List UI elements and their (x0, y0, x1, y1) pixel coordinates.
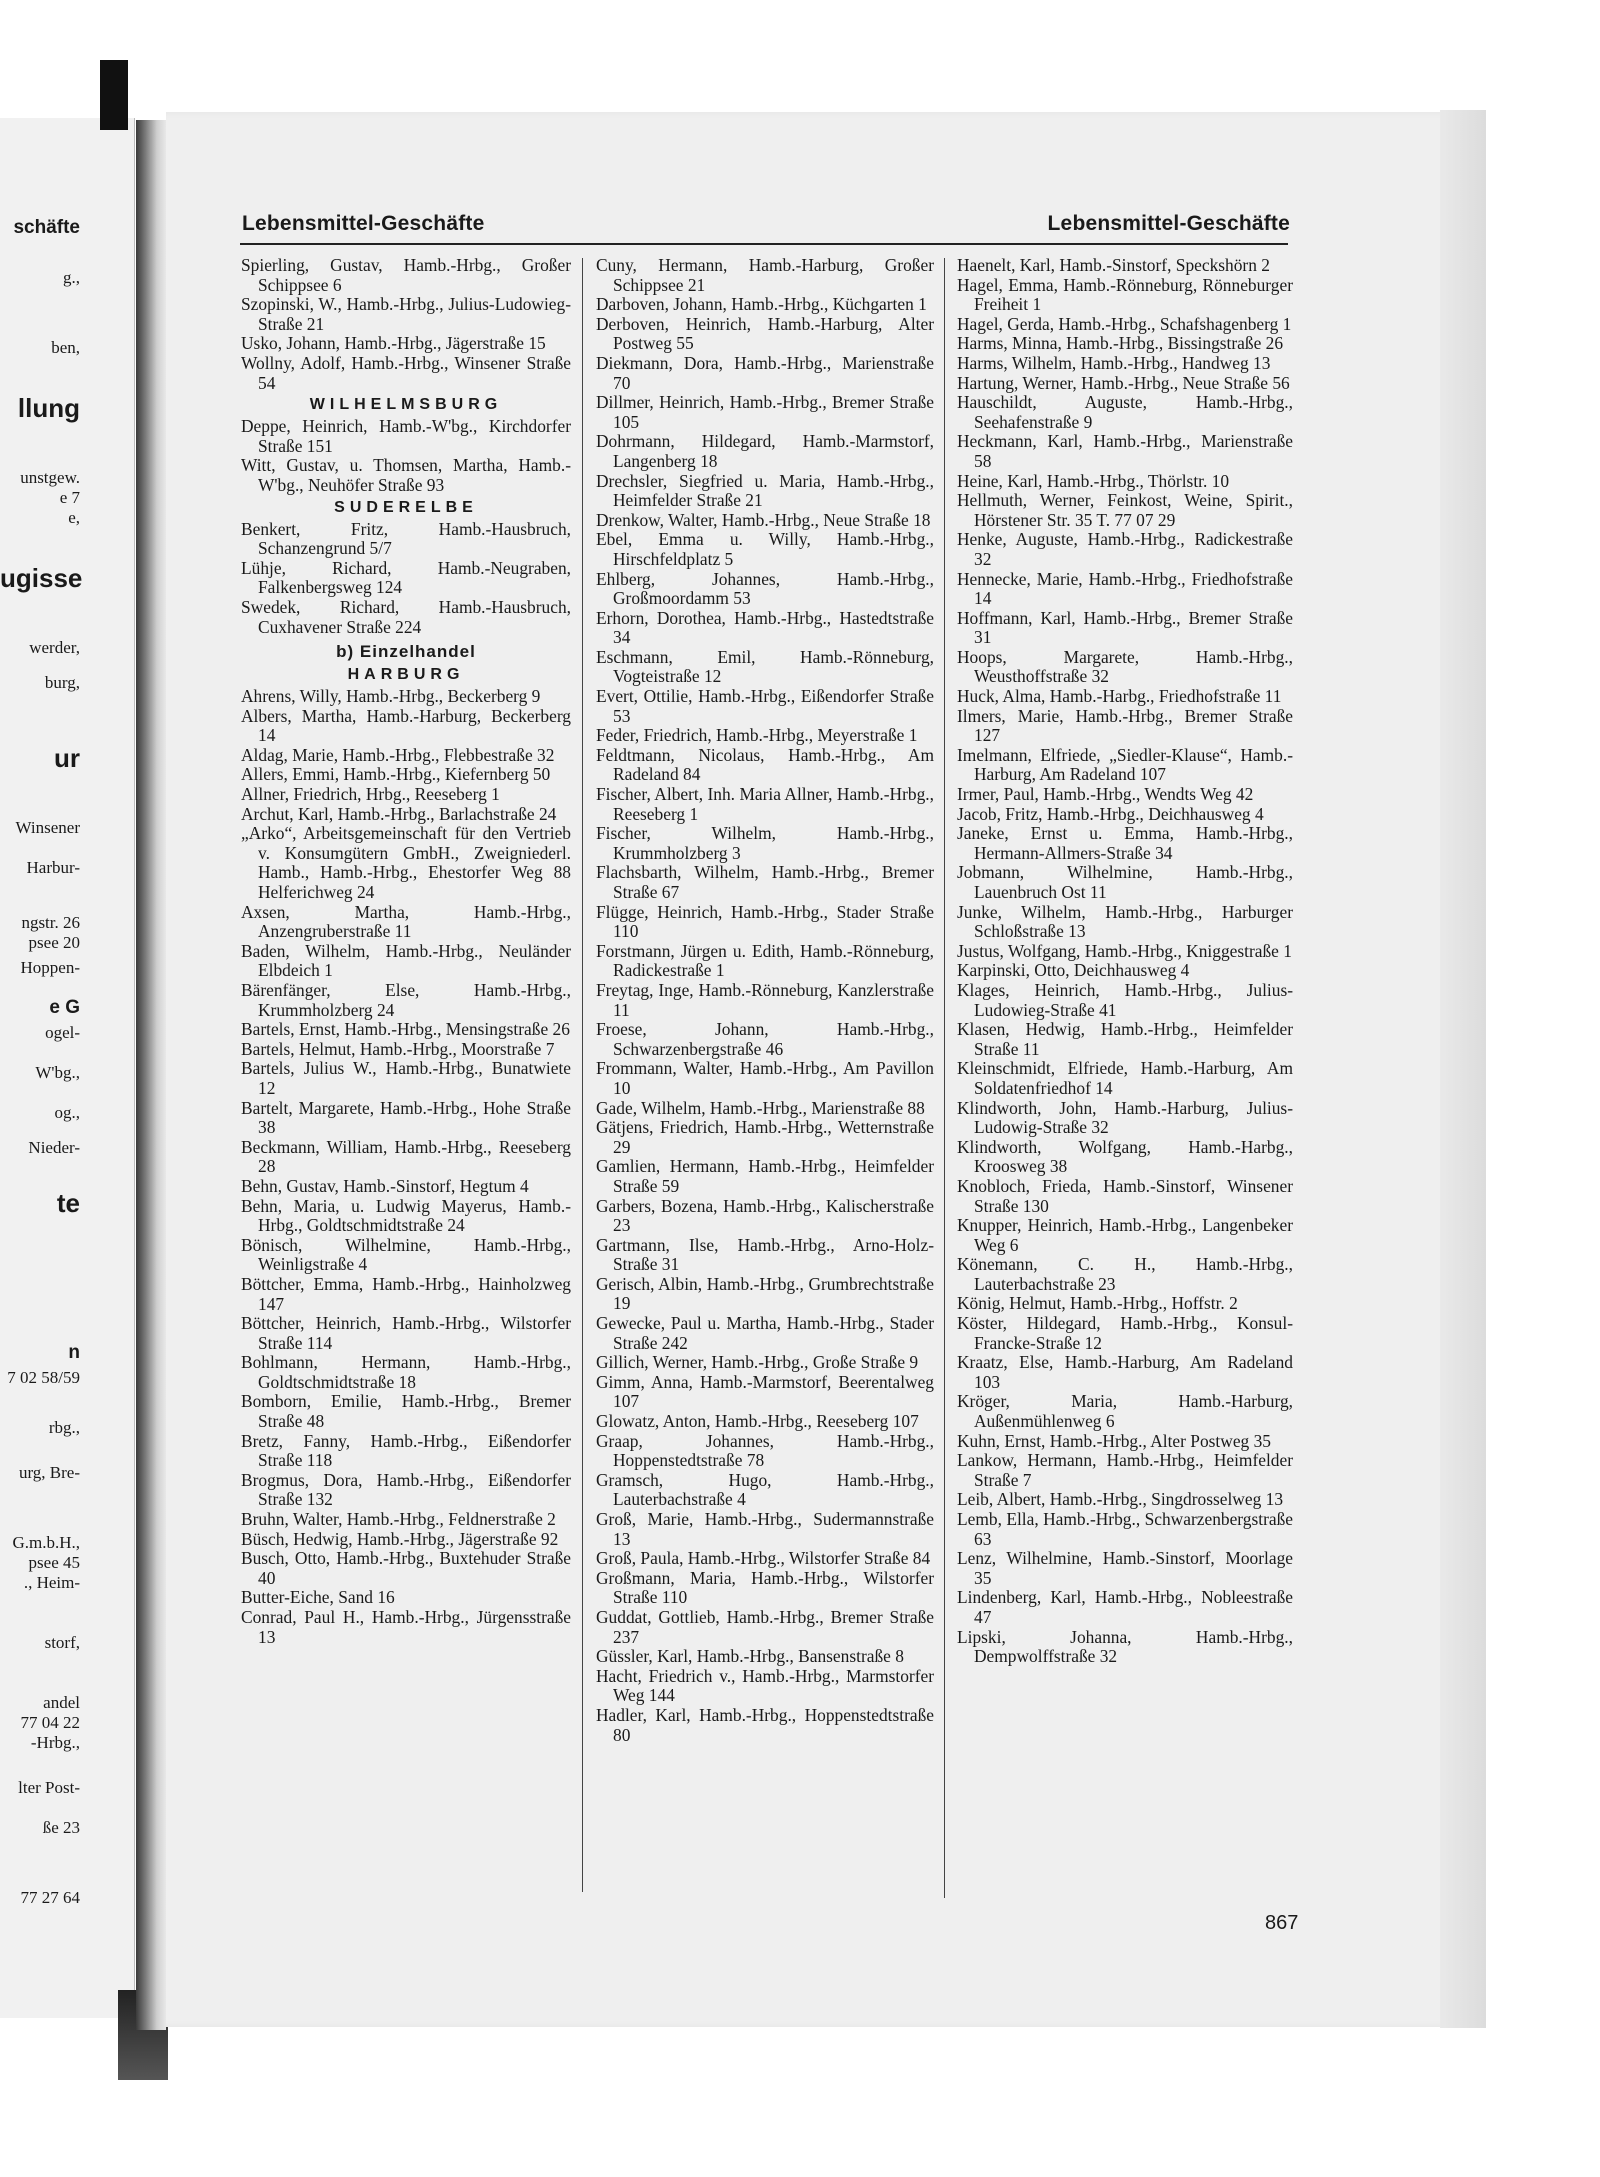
directory-entry: Jacob, Fritz, Hamb.-Hrbg., Deichhausweg 4 (957, 803, 1264, 824)
directory-entry: Gewecke, Paul u. Martha, Hamb.-Hrbg., Stader Straße 242 (596, 1313, 934, 1353)
directory-entry: Könemann, C. H., Hamb.-Hrbg., Lauterbachstraße 23 (957, 1254, 1293, 1294)
left-page-text: Hoppen- (20, 958, 80, 977)
left-page-text: ogel- (45, 1023, 80, 1042)
left-page-text: urg, Bre- (18, 1463, 80, 1482)
directory-entry: Knobloch, Frieda, Hamb.-Sinstorf, Winsener Straße 130 (957, 1175, 1293, 1216)
directory-entry: Behn, Gustav, Hamb.-Sinstorf, Hegtum 4 (241, 1175, 529, 1196)
directory-entry: Derboven, Heinrich, Hamb.-Harburg, Alter Postweg 55 (596, 313, 934, 354)
directory-entry: Hagel, Emma, Hamb.-Rönneburg, Rönneburger Freiheit 1 (957, 274, 1293, 315)
directory-entry: Bartels, Ernst, Hamb.-Hrbg., Mensingstraße 26 (241, 1019, 570, 1040)
directory-entry: Ehlberg, Johannes, Hamb.-Hrbg., Großmoordamm 53 (596, 568, 934, 609)
directory-entry: Leib, Albert, Hamb.-Hrbg., Singdrosselweg 13 (957, 1489, 1284, 1510)
left-page-text: 77 27 64 (20, 1888, 80, 1907)
directory-entry: Freytag, Inge, Hamb.-Rönneburg, Kanzlerstraße 11 (596, 979, 934, 1020)
column-divider (582, 258, 583, 1892)
left-page-text: werder, (29, 638, 80, 657)
directory-entry: Lipski, Johanna, Hamb.-Hrbg., Dempwolffstraße 32 (957, 1626, 1293, 1667)
left-page-text: 77 04 22 (20, 1713, 80, 1732)
left-page-text: te (56, 1188, 80, 1218)
left-page-text: ur (54, 743, 80, 773)
directory-entry: Fischer, Wilhelm, Hamb.-Hrbg., Krummholzberg 3 (596, 823, 934, 863)
directory-entry: Bartelt, Margarete, Hamb.-Hrbg., Hohe Straße 38 (241, 1097, 571, 1138)
directory-entry: Flügge, Heinrich, Hamb.-Hrbg., Stader Straße 110 (596, 901, 934, 942)
directory-entry: Janeke, Ernst u. Emma, Hamb.-Hrbg., Hermann-Allmers-Straße 34 (957, 823, 1293, 863)
directory-entry: Spierling, Gustav, Hamb.-Hrbg., Großer Schippsee 6 (241, 256, 571, 295)
directory-entry: König, Helmut, Hamb.-Hrbg., Hoffstr. 2 (957, 1293, 1238, 1314)
directory-entry: Köster, Hildegard, Hamb.-Hrbg., Konsul-Francke-Straße 12 (957, 1313, 1293, 1353)
directory-entry: Gätjens, Friedrich, Hamb.-Hrbg., Wetternstraße 29 (596, 1117, 934, 1157)
directory-entry: Büsch, Hedwig, Hamb.-Hrbg., Jägerstraße 92 (241, 1528, 559, 1549)
directory-entry: Diekmann, Dora, Hamb.-Hrbg., Marienstraße 70 (596, 352, 934, 393)
column-2 (596, 256, 934, 1906)
left-page-text: ben, (51, 338, 80, 357)
directory-entry: Ilmers, Marie, Hamb.-Hrbg., Bremer Straße 127 (957, 705, 1293, 746)
directory-entry: Bönisch, Wilhelmine, Hamb.-Hrbg., Weinligstraße 4 (241, 1234, 571, 1275)
directory-entry: Forstmann, Jürgen u. Edith, Hamb.-Rönneburg, Radickestraße 1 (596, 940, 934, 981)
directory-entry: Wollny, Adolf, Hamb.-Hrbg., Winsener Straße 54 (241, 352, 571, 393)
directory-entry: Hoops, Margarete, Hamb.-Hrbg., Weusthoffstraße 32 (957, 646, 1293, 687)
directory-entry: Karpinski, Otto, Deichhausweg 4 (957, 960, 1190, 981)
left-page-text: Winsener (15, 818, 80, 837)
directory-entry: Busch, Otto, Hamb.-Hrbg., Buxtehuder Straße 40 (241, 1548, 571, 1588)
directory-entry: Hennecke, Marie, Hamb.-Hrbg., Friedhofstraße 14 (957, 568, 1293, 609)
directory-entry: Klages, Heinrich, Hamb.-Hrbg., Julius-Ludowieg-Straße 41 (957, 979, 1293, 1020)
header-left: Lebensmittel-Geschäfte (242, 212, 485, 235)
directory-entry: Großmann, Maria, Hamb.-Hrbg., Wilstorfer Straße 110 (596, 1567, 934, 1608)
left-page-text: e, (68, 508, 80, 527)
district-heading: WILHELMSBURG (309, 396, 503, 414)
directory-entry: Brogmus, Dora, Hamb.-Hrbg., Eißendorfer Straße 132 (241, 1469, 571, 1510)
directory-entry: Bruhn, Walter, Hamb.-Hrbg., Feldnerstraße 2 (241, 1509, 556, 1530)
left-page-text: e 7 (59, 488, 80, 507)
directory-entry: Böttcher, Heinrich, Hamb.-Hrbg., Wilstorfer Straße 114 (241, 1313, 571, 1353)
directory-entry: Butter-Eiche, Sand 16 (241, 1587, 395, 1608)
left-page-text: g., (63, 268, 80, 287)
left-page-text: Harbur- (26, 858, 80, 877)
directory-entry: Böttcher, Emma, Hamb.-Hrbg., Hainholzweg 147 (241, 1273, 571, 1314)
directory-entry: Swedek, Richard, Hamb.-Hausbruch, Cuxhavener Straße 224 (241, 596, 571, 637)
district-heading: HARBURG (347, 666, 465, 684)
header-right: Lebensmittel-Geschäfte (1047, 212, 1290, 235)
directory-entry: Hoffmann, Karl, Hamb.-Hrbg., Bremer Straße 31 (957, 607, 1293, 648)
directory-entry: Darboven, Johann, Hamb.-Hrbg., Küchgarten 1 (596, 294, 927, 315)
directory-entry: Ahrens, Willy, Hamb.-Hrbg., Beckerberg 9 (241, 686, 541, 707)
page-number: 867 (1265, 1912, 1299, 1934)
directory-entry: Graap, Johannes, Hamb.-Hrbg., Hoppenstedtstraße 78 (596, 1430, 934, 1471)
directory-entry: Hadler, Karl, Hamb.-Hrbg., Hoppenstedtstraße 80 (596, 1704, 934, 1745)
left-page-text: og., (54, 1103, 80, 1122)
directory-entry: Harms, Wilhelm, Hamb.-Hrbg., Handweg 13 (957, 352, 1271, 373)
book-gutter (136, 120, 166, 2030)
directory-entry: Behn, Maria, u. Ludwig Mayerus, Hamb.-Hrbg., Goldtschmidtstraße 24 (241, 1195, 571, 1236)
directory-entry: Kleinschmidt, Elfriede, Hamb.-Harburg, Am Soldatenfriedhof 14 (957, 1058, 1293, 1098)
directory-entry: Jobmann, Wilhelmine, Hamb.-Hrbg., Lauenbruch Ost 11 (957, 862, 1293, 902)
directory-entry: Feldtmann, Nicolaus, Hamb.-Hrbg., Am Radeland 84 (596, 744, 934, 785)
directory-entry: Kröger, Maria, Hamb.-Harburg, Außenmühlenweg 6 (957, 1391, 1293, 1432)
left-page-text: burg, (44, 673, 80, 692)
directory-entry: Gartmann, Ilse, Hamb.-Hrbg., Arno-Holz-Straße 31 (596, 1234, 934, 1275)
directory-entry: Axsen, Martha, Hamb.-Hrbg., Anzengruberstraße 11 (241, 901, 571, 942)
directory-entry: Beckmann, William, Hamb.-Hrbg., Reeseberg 28 (241, 1136, 571, 1177)
left-page-text: ngstr. 26 (21, 913, 80, 932)
directory-entry: Dillmer, Heinrich, Hamb.-Hrbg., Bremer Straße 105 (596, 392, 934, 432)
left-page-text: G.m.b.H., (12, 1533, 80, 1552)
directory-entry: Drechsler, Siegfried u. Maria, Hamb.-Hrbg., Heimfelder Straße 21 (596, 470, 934, 511)
left-page-text: ugisse (0, 563, 83, 593)
directory-entry: Henke, Auguste, Hamb.-Hrbg., Radickestraße 32 (957, 529, 1293, 569)
header-rule (240, 243, 1288, 245)
directory-entry: Huck, Alma, Hamb.-Harbg., Friedhofstraße 11 (957, 686, 1282, 707)
directory-entry: Heckmann, Karl, Hamb.-Hrbg., Marienstraße 58 (957, 431, 1293, 471)
directory-entry: Archut, Karl, Hamb.-Hrbg., Barlachstraße 24 (241, 803, 557, 824)
directory-entry: Flachsbarth, Wilhelm, Hamb.-Hrbg., Bremer Straße 67 (596, 862, 934, 902)
directory-entry: Heine, Karl, Hamb.-Hrbg., Thörlstr. 10 (957, 470, 1230, 491)
directory-entry: Baden, Wilhelm, Hamb.-Hrbg., Neuländer Elbdeich 1 (241, 940, 571, 981)
directory-entry: Lankow, Hermann, Hamb.-Hrbg., Heimfelder Straße 7 (957, 1450, 1293, 1490)
directory-entry: Bretz, Fanny, Hamb.-Hrbg., Eißendorfer Straße 118 (241, 1430, 571, 1471)
directory-entry: Hauschildt, Auguste, Hamb.-Hrbg., Seehafenstraße 9 (957, 392, 1293, 432)
directory-entry: Kraatz, Else, Hamb.-Harburg, Am Radeland 103 (957, 1352, 1293, 1392)
left-page-text: 7 02 58/59 (7, 1368, 80, 1387)
directory-entry: Evert, Ottilie, Hamb.-Hrbg., Eißendorfer Straße 53 (596, 686, 934, 726)
directory-entry: Groß, Paula, Hamb.-Hrbg., Wilstorfer Straße 84 (596, 1548, 931, 1569)
directory-entry: Cuny, Hermann, Hamb.-Harburg, Großer Schippsee 21 (596, 256, 934, 295)
left-page-text: ße 23 (42, 1818, 80, 1837)
district-heading: SUDERELBE (334, 498, 478, 516)
left-page-text: e G (49, 997, 80, 1018)
directory-entry: Froese, Johann, Hamb.-Hrbg., Schwarzenbergstraße 46 (596, 1019, 934, 1059)
directory-entry: Haenelt, Karl, Hamb.-Sinstorf, Speckshörn 2 (957, 256, 1270, 275)
directory-entry: Erhorn, Dorothea, Hamb.-Hrbg., Hastedtstraße 34 (596, 607, 934, 648)
directory-entry: Dohrmann, Hildegard, Hamb.-Marmstorf, Langenberg 18 (596, 431, 934, 471)
left-page-text: ., Heim- (23, 1573, 80, 1592)
directory-entry: Klasen, Hedwig, Hamb.-Hrbg., Heimfelder Straße 11 (957, 1019, 1293, 1059)
directory-entry: Allner, Friedrich, Hrbg., Reeseberg 1 (241, 784, 500, 805)
directory-entry: Lühje, Richard, Hamb.-Neugraben, Falkenbergsweg 124 (241, 557, 571, 598)
directory-entry: Guddat, Gottlieb, Hamb.-Hrbg., Bremer Straße 237 (596, 1606, 934, 1647)
directory-entry: Gimm, Anna, Hamb.-Marmstorf, Beerentalweg 107 (596, 1371, 934, 1412)
directory-entry: Drenkow, Walter, Hamb.-Hrbg., Neue Straße 18 (596, 509, 931, 530)
directory-entry: Harms, Minna, Hamb.-Hrbg., Bissingstraße 26 (957, 333, 1284, 354)
directory-entry: Eschmann, Emil, Hamb.-Rönneburg, Vogteistraße 12 (596, 646, 934, 687)
directory-entry: Deppe, Heinrich, Hamb.-W'bg., Kirchdorfer Straße 151 (241, 416, 571, 456)
directory-entry: Allers, Emmi, Hamb.-Hrbg., Kiefernberg 50 (241, 764, 551, 785)
left-page-text: llung (17, 393, 80, 423)
directory-entry: Witt, Gustav, u. Thomsen, Martha, Hamb.-W'bg., Neuhöfer Straße 93 (241, 455, 571, 495)
directory-entry: Junke, Wilhelm, Hamb.-Hrbg., Harburger Schloßstraße 13 (957, 901, 1293, 942)
left-page-text: psee 45 (28, 1553, 80, 1572)
directory-entry: Feder, Friedrich, Hamb.-Hrbg., Meyerstraße 1 (596, 725, 918, 746)
directory-entry: Kuhn, Ernst, Hamb.-Hrbg., Alter Postweg 35 (957, 1430, 1271, 1451)
directory-entry: Knupper, Heinrich, Hamb.-Hrbg., Langenbeker Weg 6 (957, 1215, 1293, 1255)
directory-entry: Imelmann, Elfriede, „Siedler-Klause“, Hamb.-Harburg, Am Radeland 107 (957, 744, 1293, 785)
directory-entry: Gamlien, Hermann, Hamb.-Hrbg., Heimfelder Straße 59 (596, 1156, 934, 1196)
directory-entry: Conrad, Paul H., Hamb.-Hrbg., Jürgensstraße 13 (241, 1607, 571, 1647)
directory-entry: Garbers, Bozena, Hamb.-Hrbg., Kalischerstraße 23 (596, 1195, 934, 1236)
directory-entry: Hagel, Gerda, Hamb.-Hrbg., Schafshagenberg 1 (957, 313, 1292, 334)
left-page-text: schäfte (13, 217, 80, 238)
directory-entry: Justus, Wolfgang, Hamb.-Hrbg., Kniggestraße 1 (957, 940, 1292, 961)
directory-entry: Albers, Martha, Hamb.-Harburg, Beckerberg 14 (241, 705, 571, 746)
left-page-text: andel (43, 1693, 80, 1712)
directory-entry: Klindworth, Wolfgang, Hamb.-Harbg., Kroosweg 38 (957, 1136, 1293, 1177)
left-page-text: -Hrbg., (30, 1733, 80, 1752)
directory-entry: Lemb, Ella, Hamb.-Hrbg., Schwarzenbergstraße 63 (957, 1509, 1293, 1549)
left-page-text: rbg., (48, 1418, 80, 1437)
directory-entry: Frommann, Walter, Hamb.-Hrbg., Am Pavillon 10 (596, 1058, 934, 1098)
directory-entry: Bohlmann, Hermann, Hamb.-Hrbg., Goldtschmidtstraße 18 (241, 1352, 571, 1392)
directory-entry: Gramsch, Hugo, Hamb.-Hrbg., Lauterbachstraße 4 (596, 1469, 934, 1510)
directory-entry: Ebel, Emma u. Willy, Hamb.-Hrbg., Hirschfeldplatz 5 (596, 529, 934, 569)
left-page-text: unstgew. (20, 468, 80, 487)
left-page-text: W'bg., (35, 1063, 80, 1082)
directory-entry: Hartung, Werner, Hamb.-Hrbg., Neue Straße 56 (957, 372, 1290, 393)
directory-entry: Gillich, Werner, Hamb.-Hrbg., Große Straße 9 (596, 1352, 919, 1373)
directory-entry: Groß, Marie, Hamb.-Hrbg., Sudermannstraße 13 (596, 1509, 934, 1549)
directory-entry: Usko, Johann, Hamb.-Hrbg., Jägerstraße 15 (241, 333, 546, 354)
left-page-fragment (0, 118, 135, 2018)
directory-entry: Lindenberg, Karl, Hamb.-Hrbg., Nobleestraße 47 (957, 1587, 1293, 1627)
directory-entry: Irmer, Paul, Hamb.-Hrbg., Wendts Weg 42 (957, 784, 1254, 805)
section-heading: b) Einzelhandel (336, 642, 476, 662)
directory-entry: Hacht, Friedrich v., Hamb.-Hrbg., Marmstorfer Weg 144 (596, 1665, 934, 1706)
directory-entry: Bärenfänger, Else, Hamb.-Hrbg., Krummholzberg 24 (241, 980, 571, 1020)
left-page-text: n (68, 1342, 80, 1363)
left-page-text: Nieder- (28, 1138, 80, 1157)
directory-entry: „Arko“, Arbeitsgemeinschaft für den Vertrieb v. Konsumgütern GmbH., Zweigniederl. Hamb., Hamb.-Hrbg., Ehestorfer Weg 88 Helferichweg 24 (241, 823, 571, 903)
directory-entry: Güssler, Karl, Hamb.-Hrbg., Bansenstraße 8 (596, 1646, 904, 1667)
directory-entry: Hellmuth, Werner, Feinkost, Weine, Spirit., Hörstener Str. 35 T. 77 07 29 (957, 490, 1293, 530)
directory-entry: Bartels, Julius W., Hamb.-Hrbg., Bunatwiete 12 (241, 1058, 571, 1098)
left-page-text: lter Post- (18, 1778, 80, 1797)
directory-entry: Glowatz, Anton, Hamb.-Hrbg., Reeseberg 107 (596, 1411, 919, 1432)
left-page-text: psee 20 (28, 933, 80, 952)
page-edge (1440, 110, 1486, 2028)
column-divider (944, 258, 945, 1898)
directory-entry: Aldag, Marie, Hamb.-Hrbg., Flebbestraße 32 (241, 744, 555, 765)
directory-entry: Szopinski, W., Hamb.-Hrbg., Julius-Ludowieg-Straße 21 (241, 294, 571, 334)
binding-spine (100, 60, 128, 130)
directory-entry: Fischer, Albert, Inh. Maria Allner, Hamb.-Hrbg., Reeseberg 1 (596, 784, 934, 824)
directory-entry: Lenz, Wilhelmine, Hamb.-Sinstorf, Moorlage 35 (957, 1548, 1293, 1588)
column-1 (241, 256, 571, 1906)
directory-entry: Gade, Wilhelm, Hamb.-Hrbg., Marienstraße 88 (596, 1097, 925, 1118)
directory-entry: Benkert, Fritz, Hamb.-Hausbruch, Schanzengrund 5/7 (241, 518, 571, 559)
directory-entry: Gerisch, Albin, Hamb.-Hrbg., Grumbrechtstraße 19 (596, 1273, 934, 1314)
column-3 (957, 256, 1293, 1906)
directory-entry: Bomborn, Emilie, Hamb.-Hrbg., Bremer Straße 48 (241, 1391, 571, 1432)
directory-entry: Bartels, Helmut, Hamb.-Hrbg., Moorstraße 7 (241, 1038, 555, 1059)
left-page-text: storf, (44, 1633, 80, 1652)
directory-entry: Klindworth, John, Hamb.-Harburg, Julius-Ludowig-Straße 32 (957, 1097, 1293, 1138)
